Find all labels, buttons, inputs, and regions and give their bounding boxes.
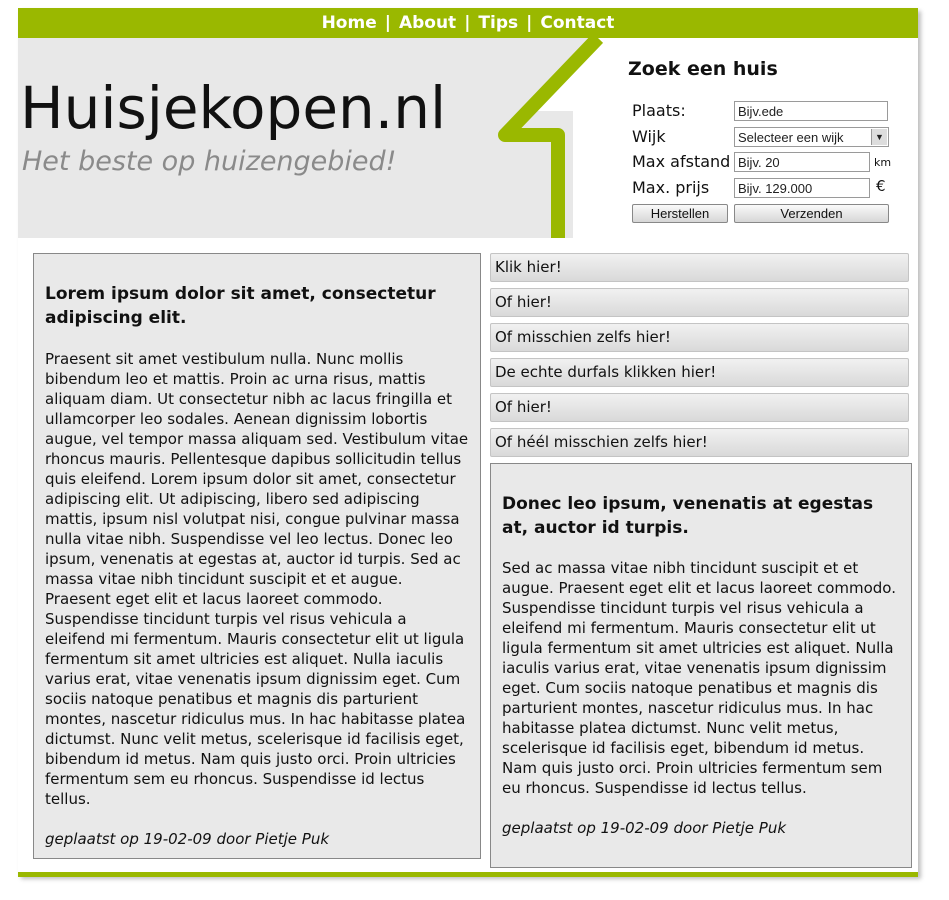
prijs-label: Max. prijs: [632, 178, 710, 197]
link-button-5[interactable]: Of hier!: [490, 393, 909, 422]
reset-button[interactable]: Herstellen: [632, 204, 728, 223]
search-panel: [608, 38, 918, 228]
link-button-6[interactable]: Of héél misschien zelfs hier!: [490, 428, 909, 457]
chevron-down-icon[interactable]: ▼: [871, 129, 887, 145]
search-title: Zoek een huis: [628, 58, 778, 80]
nav-tips-link[interactable]: Tips: [478, 13, 519, 33]
right-article: [490, 463, 912, 868]
left-article: [33, 253, 481, 859]
article-title: Donec leo ipsum, venenatis at egestas at, auctor id turpis.: [502, 494, 874, 538]
top-navigation: [18, 8, 918, 38]
wijk-select[interactable]: [734, 127, 889, 147]
article-title: Lorem ipsum dolor sit amet, consectetur adipiscing elit.: [45, 284, 436, 328]
nav-contact-link[interactable]: Contact: [540, 13, 615, 33]
prijs-input[interactable]: Bijv. 129.000: [734, 178, 870, 198]
nav-home-link[interactable]: Home: [321, 13, 377, 33]
submit-button[interactable]: Verzenden: [734, 204, 889, 223]
article-meta: geplaatst op 19-02-09 door Pietje Puk: [502, 819, 787, 837]
site-logo[interactable]: Huisjekopen.nl: [20, 74, 447, 142]
link-button-1[interactable]: Klik hier!: [490, 253, 909, 282]
article-meta: geplaatst op 19-02-09 door Pietje Puk: [45, 830, 330, 848]
article-body: Praesent sit amet vestibulum nulla. Nunc mollis bibendum leo et mattis. Proin ac urna risus, mattis aliquam diam. Ut consectetur nibh ac lacus fringilla et ullamcorper leo sodales. Aenean dignissim lobortis augue, vel tempor massa aliquam sed. Vestibulum vitae rhoncus mauris. Pellentesque dapibus sollicitudin tellus quis eleifend. Lorem ipsum dolor sit amet, consectetur adipiscing elit. Ut adipiscing, libero sed adipiscing mattis, ipsum nisl volutpat nisi, congue pulvinar massa nulla vitae nibh. Suspendisse vel leo lectus. Donec leo ipsum, venenatis at egestas at, auctor id turpis. Sed ac massa vitae nibh tincidunt suscipit et et augue. Praesent eget elit et lacus laoreet commodo. Suspendisse tincidunt turpis vel risus vehicula a eleifend mi fermentum. Mauris consectetur elit ut ligula fermentum sit amet ultricies est aliquet. Nulla iaculis varius erat, vitae venenatis ipsum dignissim eget. Cum sociis natoque penatibus et magnis dis parturient montes, nascetur ridiculus mus. In hac habitasse platea dictumst. Nunc velit metus, scelerisque id facilisis eget, bibendum id metus. Nam quis justo orci. Proin ultricies fermentum sem eu rhoncus. Suspendisse id lectus tellus.: [45, 350, 469, 808]
afstand-unit: km: [874, 156, 892, 169]
page-container: [18, 8, 918, 876]
nav-separator: |: [526, 13, 533, 33]
wijk-selected-value: Selecteer een wijk: [738, 130, 844, 145]
link-button-3[interactable]: Of misschien zelfs hier!: [490, 323, 909, 352]
wijk-label: Wijk: [632, 127, 666, 146]
nav-separator: |: [384, 13, 391, 33]
article-body: Sed ac massa vitae nibh tincidunt suscipit et et augue. Praesent eget elit et lacus laoreet commodo. Suspendisse tincidunt turpis vel risus vehicula a eleifend mi fermentum. Mauris consectetur elit ut ligula fermentum sit amet ultricies est aliquet. Nulla iaculis varius erat, vitae venenatis ipsum dignissim eget. Cum sociis natoque penatibus et magnis dis parturient montes, nascetur ridiculus mus. In hac habitasse platea dictumst. Nunc velit metus, scelerisque id facilisis eget, bibendum id metus. Nam quis justo orci. Proin ultricies fermentum sem eu rhoncus. Suspendisse id lectus tellus.: [502, 559, 896, 797]
nav-about-link[interactable]: About: [398, 13, 457, 33]
euro-symbol: €: [876, 177, 886, 195]
afstand-input[interactable]: Bijv. 20: [734, 152, 870, 172]
plaats-label: Plaats:: [632, 101, 686, 120]
afstand-label: Max afstand: [632, 152, 731, 171]
footer-bar: [18, 872, 918, 877]
nav-separator: |: [464, 13, 471, 33]
link-button-2[interactable]: Of hier!: [490, 288, 909, 317]
link-button-4[interactable]: De echte durfals klikken hier!: [490, 358, 909, 387]
site-slogan: Het beste op huizengebied!: [22, 146, 397, 177]
plaats-input[interactable]: Bijv.ede: [734, 101, 888, 121]
